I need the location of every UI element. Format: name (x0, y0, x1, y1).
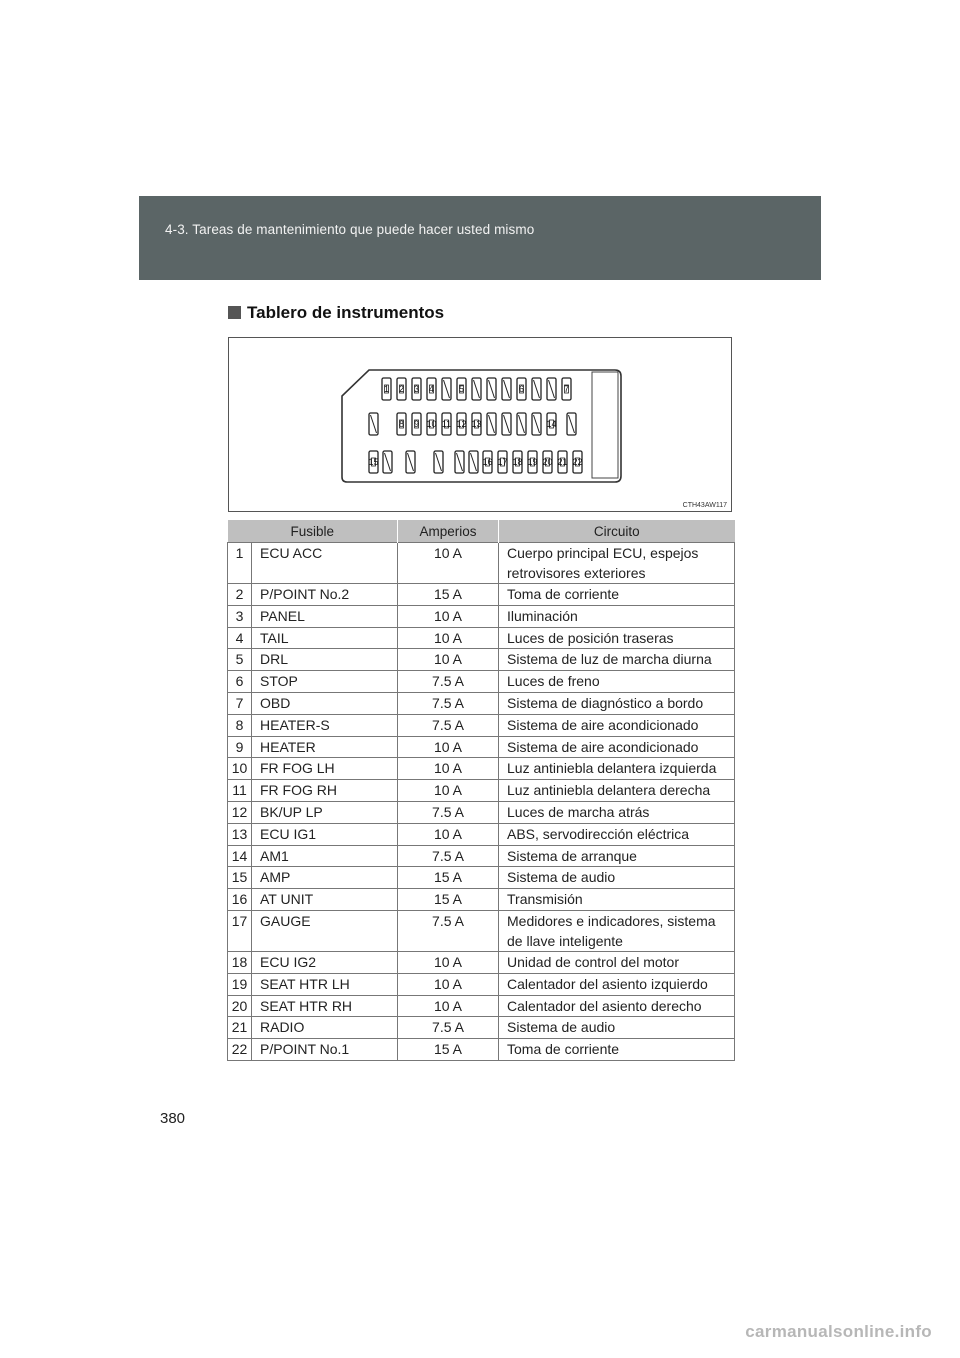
fuse-number: 13 (228, 823, 252, 845)
fuse-name: ECU ACC (252, 543, 398, 584)
fuse-table-row (228, 845, 735, 867)
fuse-circuit: Sistema de aire acondicionado (499, 736, 735, 758)
fuse-amperage: 15 A (398, 584, 499, 606)
chapter-header-bar (139, 196, 821, 280)
fuse-number-label: 10 (426, 419, 437, 429)
fuse-number-label: 8 (398, 419, 405, 429)
fuse-number: 1 (228, 543, 252, 584)
fuse-circuit: Unidad de control del motor (499, 951, 735, 973)
fuse-number: 16 (228, 889, 252, 911)
fuse-number: 21 (228, 1017, 252, 1039)
fuse-number: 11 (228, 780, 252, 802)
fuse-name: HEATER-S (252, 714, 398, 736)
fuse-amperage: 10 A (398, 627, 499, 649)
fuse-number-label: 22 (572, 457, 583, 467)
fuse-circuit: Luces de marcha atrás (499, 801, 735, 823)
fuse-amperage: 10 A (398, 758, 499, 780)
fuse-amperage: 10 A (398, 823, 499, 845)
fuse-number-label: 21 (557, 457, 568, 467)
fuse-table-row (228, 780, 735, 802)
fuse-name: AMP (252, 867, 398, 889)
fuse-number-label: 2 (398, 384, 405, 394)
fuse-amperage: 15 A (398, 889, 499, 911)
fuse-number: 17 (228, 910, 252, 951)
fuse-circuit: Transmisión (499, 889, 735, 911)
fuse-number: 6 (228, 671, 252, 693)
fuse-number-label: 17 (497, 457, 508, 467)
fuse-panel-side-block (592, 372, 618, 478)
fuse-number: 3 (228, 605, 252, 627)
fuse-name: FR FOG RH (252, 780, 398, 802)
fuse-name: ECU IG2 (252, 951, 398, 973)
fuse-amperage: 7.5 A (398, 801, 499, 823)
fuse-table-row (228, 605, 735, 627)
fuse-amperage: 10 A (398, 951, 499, 973)
fuse-name: PANEL (252, 605, 398, 627)
fuse-circuit: Sistema de audio (499, 1017, 735, 1039)
fuse-table-row (228, 627, 735, 649)
fuse-table-row (228, 995, 735, 1017)
fuse-table-row (228, 910, 735, 951)
fuse-amperage: 10 A (398, 995, 499, 1017)
chapter-section-label: 4-3. Tareas de mantenimiento que puede hacer usted mismo (165, 222, 535, 237)
fuse-amperage: 10 A (398, 780, 499, 802)
fuse-number-label: 4 (428, 384, 435, 394)
fuse-number: 14 (228, 845, 252, 867)
fuse-amperage: 15 A (398, 867, 499, 889)
fuse-table-row (228, 671, 735, 693)
fuse-name: TAIL (252, 627, 398, 649)
fuse-amperage: 7.5 A (398, 692, 499, 714)
fuse-amperage: 10 A (398, 605, 499, 627)
fuse-amperage: 10 A (398, 543, 499, 584)
fuse-circuit: Calentador del asiento izquierdo (499, 973, 735, 995)
fuse-name: AT UNIT (252, 889, 398, 911)
fuse-circuit: Sistema de audio (499, 867, 735, 889)
fuse-circuit: Luz antiniebla delantera izquierda (499, 758, 735, 780)
fuse-box-figure (228, 337, 732, 512)
fuse-circuit: Sistema de diagnóstico a bordo (499, 692, 735, 714)
fuse-amperage: 10 A (398, 649, 499, 671)
fuse-number-label: 1 (383, 384, 390, 394)
fuse-number-label: 6 (518, 384, 525, 394)
fuse-amperage: 7.5 A (398, 1017, 499, 1039)
fuse-name: P/POINT No.2 (252, 584, 398, 606)
fuse-name: BK/UP LP (252, 801, 398, 823)
fuse-table-row (228, 973, 735, 995)
fuse-number: 19 (228, 973, 252, 995)
fuse-box-diagram (229, 338, 733, 513)
fuse-circuit: Luz antiniebla delantera derecha (499, 780, 735, 802)
page-number: 380 (160, 1110, 186, 1127)
header-circuit: Circuito (499, 520, 735, 543)
fuse-circuit: ABS, servodirección eléctrica (499, 823, 735, 845)
fuse-table-row (228, 649, 735, 671)
fuse-number-label: 19 (527, 457, 538, 467)
bullet-square-icon (228, 306, 241, 319)
fuse-number: 2 (228, 584, 252, 606)
header-fuse: Fusible (228, 520, 398, 543)
fuse-table (227, 520, 735, 1061)
fuse-name: HEATER (252, 736, 398, 758)
fuse-name: P/POINT No.1 (252, 1039, 398, 1061)
fuse-circuit: Luces de freno (499, 671, 735, 693)
fuse-table-row (228, 736, 735, 758)
fuse-table-row (228, 801, 735, 823)
fuse-circuit: Sistema de aire acondicionado (499, 714, 735, 736)
fuse-number: 8 (228, 714, 252, 736)
fuse-number: 18 (228, 951, 252, 973)
fuse-number: 7 (228, 692, 252, 714)
fuse-number: 20 (228, 995, 252, 1017)
fuse-table-row (228, 823, 735, 845)
fuse-number-label: 5 (458, 384, 465, 394)
fuse-name: AM1 (252, 845, 398, 867)
fuse-amperage: 10 A (398, 973, 499, 995)
fuse-table-row (228, 1017, 735, 1039)
fuse-name: FR FOG LH (252, 758, 398, 780)
fuse-name: OBD (252, 692, 398, 714)
figure-code: CTH43AW117 (682, 502, 727, 509)
fuse-circuit: Sistema de arranque (499, 845, 735, 867)
section-title-text: Tablero de instrumentos (247, 303, 445, 322)
fuse-circuit: Sistema de luz de marcha diurna (499, 649, 735, 671)
header-amps: Amperios (398, 520, 499, 543)
fuse-circuit: Medidores e indicadores, sistema de llave inteligente (499, 910, 735, 951)
fuse-number-label: 15 (368, 457, 379, 467)
fuse-name: SEAT HTR RH (252, 995, 398, 1017)
fuse-table-row (228, 714, 735, 736)
fuse-amperage: 7.5 A (398, 845, 499, 867)
fuse-number-label: 18 (512, 457, 523, 467)
fuse-amperage: 15 A (398, 1039, 499, 1061)
fuse-circuit: Cuerpo principal ECU, espejos retrovisores exteriores (499, 543, 735, 584)
fuse-table-row (228, 889, 735, 911)
fuse-number: 9 (228, 736, 252, 758)
watermark: carmanualsonline.info (745, 1322, 932, 1341)
fuse-number-label: 7 (563, 384, 570, 394)
fuse-table-header-row (228, 520, 735, 543)
fuse-table-row (228, 692, 735, 714)
fuse-name: ECU IG1 (252, 823, 398, 845)
fuse-table-row (228, 951, 735, 973)
fuse-number-label: 20 (542, 457, 553, 467)
fuse-number: 22 (228, 1039, 252, 1061)
fuse-number: 5 (228, 649, 252, 671)
fuse-number: 4 (228, 627, 252, 649)
fuse-number: 15 (228, 867, 252, 889)
fuse-name: GAUGE (252, 910, 398, 951)
fuse-amperage: 10 A (398, 736, 499, 758)
fuse-amperage: 7.5 A (398, 671, 499, 693)
fuse-name: SEAT HTR LH (252, 973, 398, 995)
fuse-name: STOP (252, 671, 398, 693)
fuse-number-label: 13 (471, 419, 482, 429)
fuse-table-row (228, 758, 735, 780)
fuse-circuit: Toma de corriente (499, 584, 735, 606)
fuse-name: DRL (252, 649, 398, 671)
fuse-number: 10 (228, 758, 252, 780)
fuse-number-label: 12 (456, 419, 467, 429)
fuse-number-label: 3 (413, 384, 420, 394)
fuse-table-row (228, 867, 735, 889)
fuse-number-label: 11 (441, 419, 452, 429)
fuse-number-label: 16 (482, 457, 493, 467)
fuse-circuit: Toma de corriente (499, 1039, 735, 1061)
fuse-table-row (228, 584, 735, 606)
fuse-amperage: 7.5 A (398, 910, 499, 951)
fuse-circuit: Iluminación (499, 605, 735, 627)
fuse-name: RADIO (252, 1017, 398, 1039)
section-title (228, 303, 444, 323)
fuse-amperage: 7.5 A (398, 714, 499, 736)
fuse-circuit: Calentador del asiento derecho (499, 995, 735, 1017)
fuse-number-label: 14 (546, 419, 557, 429)
fuse-table-row (228, 543, 735, 584)
fuse-table-row (228, 1039, 735, 1061)
fuse-number-label: 9 (413, 419, 420, 429)
fuse-circuit: Luces de posición traseras (499, 627, 735, 649)
fuse-number: 12 (228, 801, 252, 823)
